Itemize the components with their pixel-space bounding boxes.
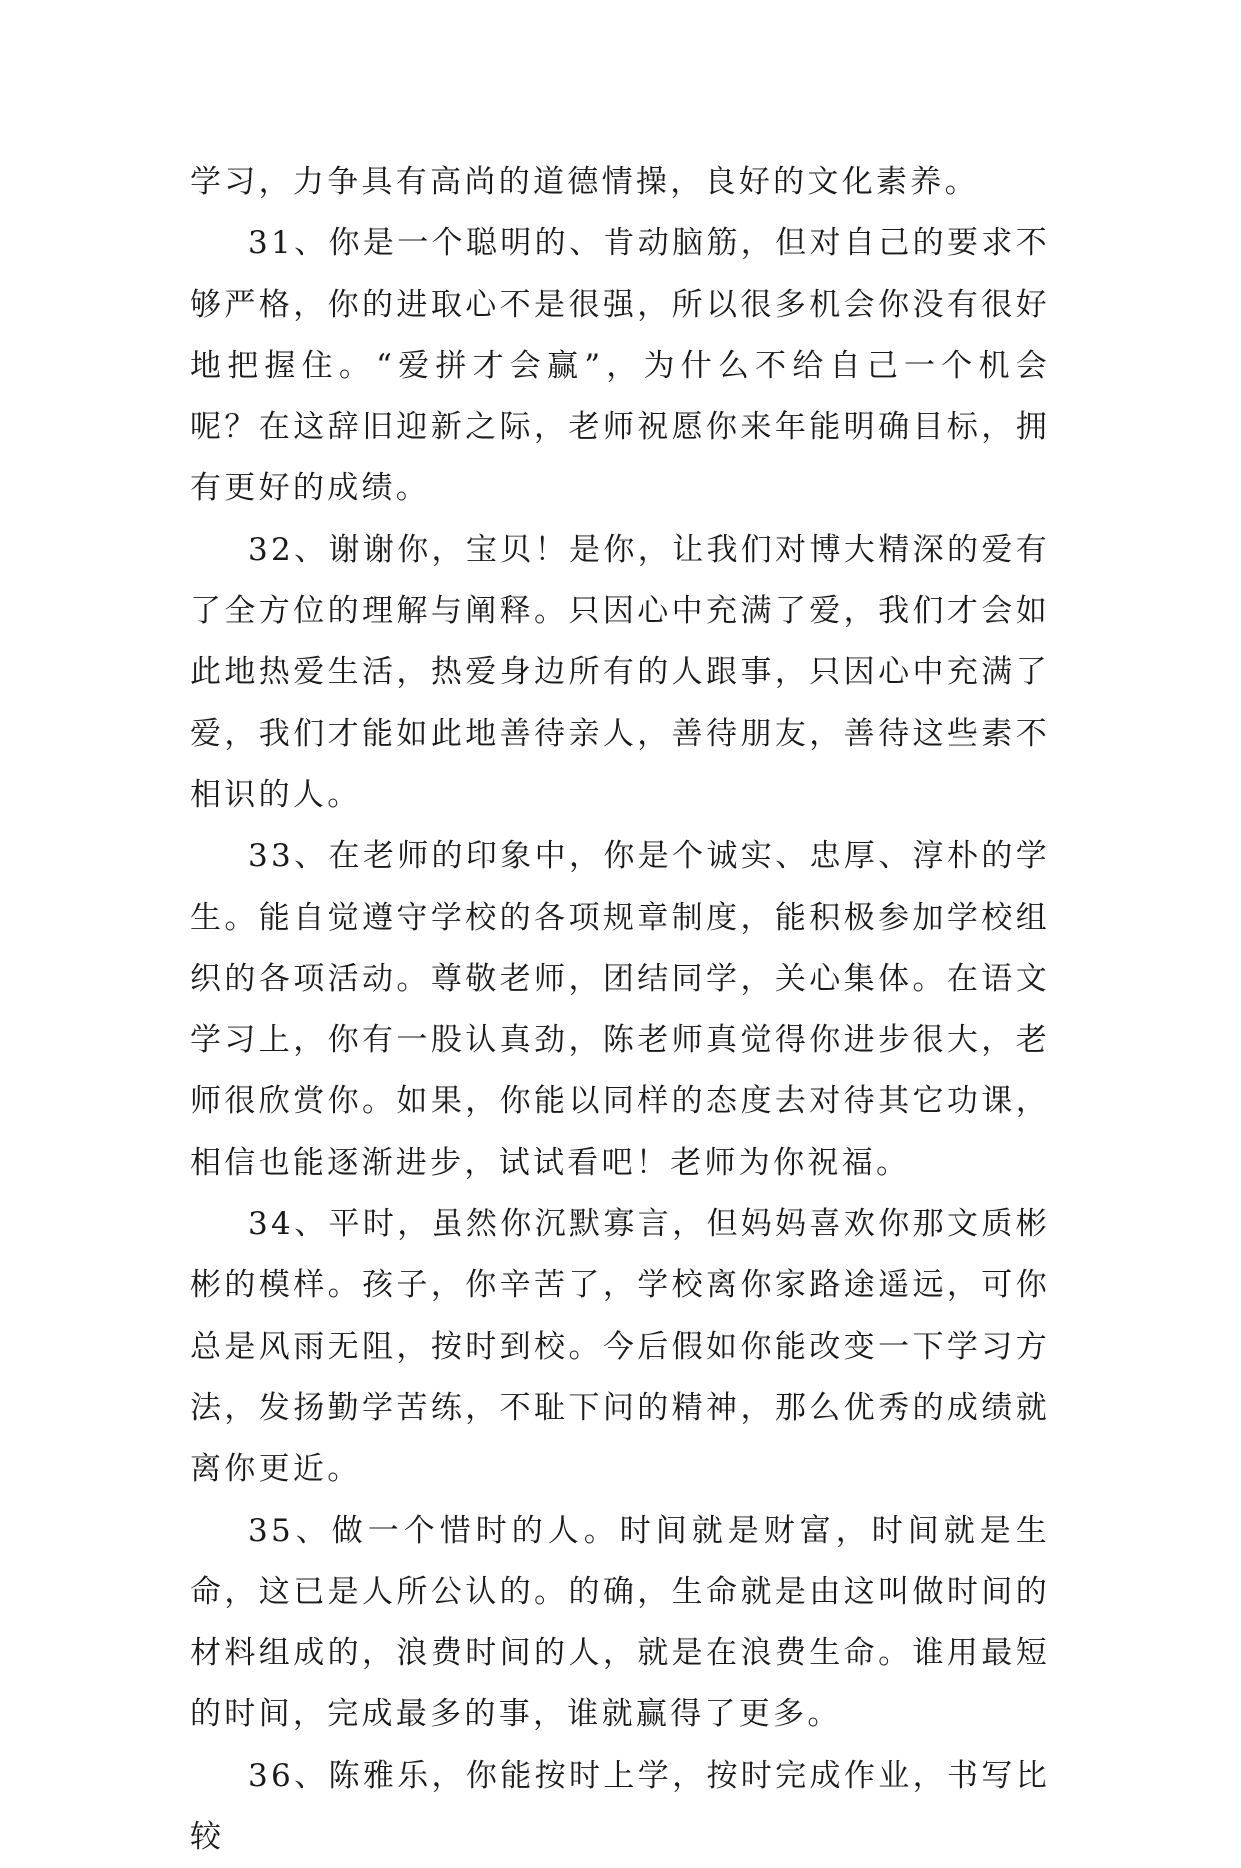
paragraph-35: 35、做一个惜时的人。时间就是财富，时间就是生命，这已是人所公认的。的确，生命就是由这叫做时间的材料组成的，浪费时间的人，就是在浪费生命。谁用最短的时间，完成最多的事，谁就赢得了更多。 [190, 1512, 1050, 1733]
document-body [190, 152, 1050, 1868]
paragraph-32: 32、谢谢你，宝贝！是你，让我们对博大精深的爱有了全方位的理解与阐释。只因心中充满了爱，我们才会如此地热爱生活，热爱身边所有的人跟事，只因心中充满了爱，我们才能如此地善待亲人，善待朋友，善待这些素不相识的人。 [190, 531, 1050, 813]
paragraph-34: 34、平时，虽然你沉默寡言，但妈妈喜欢你那文质彬彬的模样。孩子，你辛苦了，学校离你家路途遥远，可你总是风雨无阻，按时到校。今后假如你能改变一下学习方法，发扬勤学苦练，不耻下问的精神，那么优秀的成绩就离你更近。 [190, 1206, 1050, 1488]
paragraph-36: 36、陈雅乐，你能按时上学，按时完成作业，书写比较 [190, 1757, 1050, 1856]
paragraph-continuation: 学习，力争具有高尚的道德情操，良好的文化素养。 [190, 164, 979, 200]
paragraph-33: 33、在老师的印象中，你是个诚实、忠厚、淳朴的学生。能自觉遵守学校的各项规章制度，能积极参加学校组织的各项活动。尊敬老师，团结同学，关心集体。在语文学习上，你有一股认真劲，陈老师真觉得你进步很大，老师很欣赏你。如果，你能以同样的态度去对待其它功课，相信也能逐渐进步，试试看吧！老师为你祝福。 [190, 838, 1050, 1181]
paragraph-31: 31、你是一个聪明的、肯动脑筋，但对自己的要求不够严格，你的进取心不是很强，所以很多机会你没有很好地把握住。“爱拼才会赢”，为什么不给自己一个机会呢？在这辞旧迎新之际，老师祝愿你来年能明确目标，拥有更好的成绩。 [190, 225, 1050, 507]
